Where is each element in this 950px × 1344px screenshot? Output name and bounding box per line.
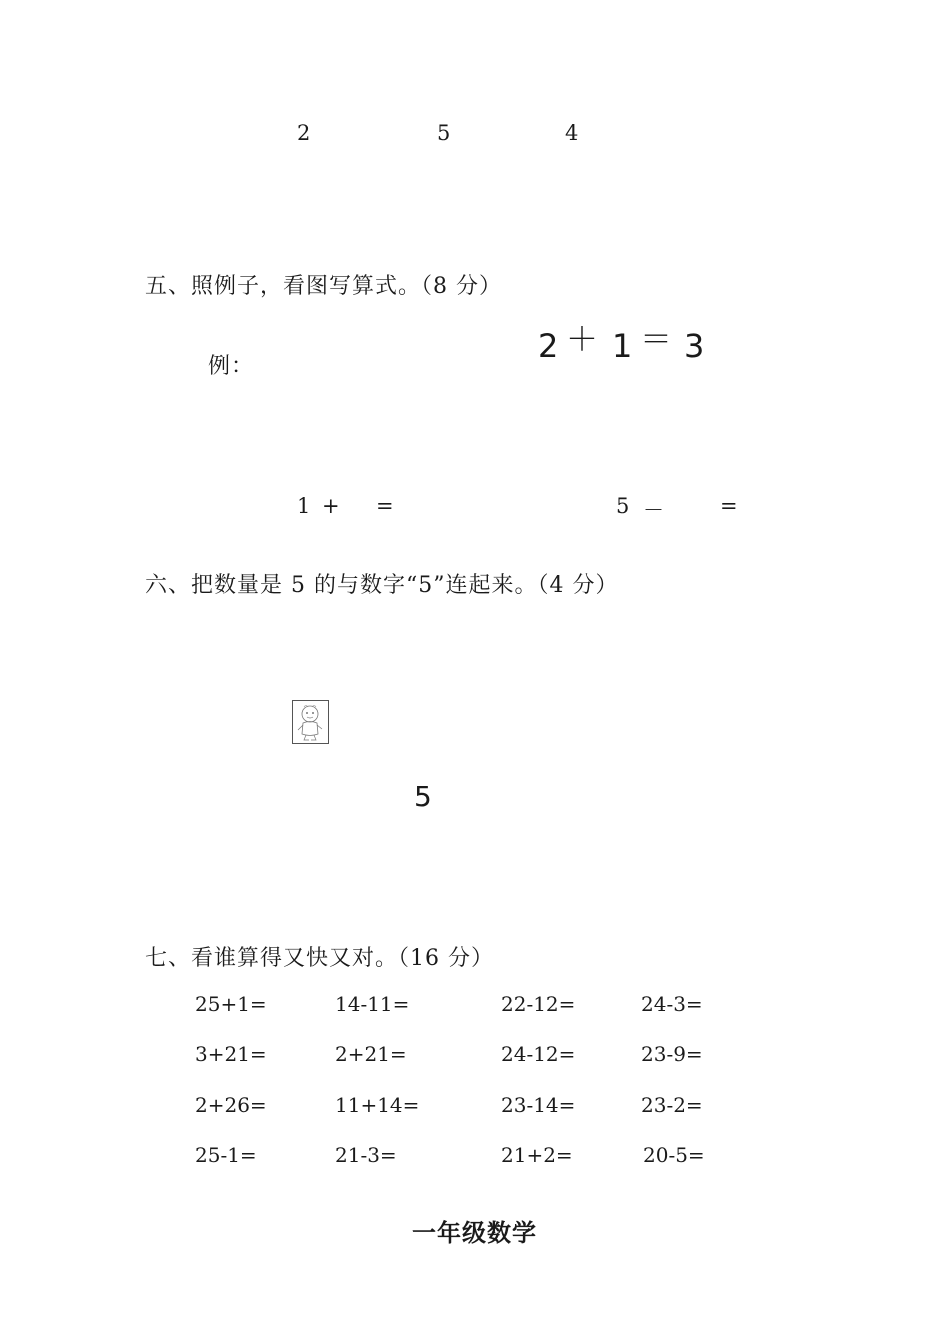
problem: 23-2= xyxy=(641,1093,703,1117)
problem: 3+21= xyxy=(195,1042,267,1066)
problem: 24-12= xyxy=(501,1042,576,1066)
example-operand-a: 2 xyxy=(538,327,559,365)
problem: 2+26= xyxy=(195,1093,267,1117)
exercise-1-plus: + xyxy=(322,494,340,518)
top-number-2: 5 xyxy=(437,121,451,145)
section-6-title: 六、把数量是 5 的与数字“5”连起来。（4 分） xyxy=(145,573,619,598)
problem: 21+2= xyxy=(501,1143,573,1167)
example-plus-sign: ＋ xyxy=(566,320,599,358)
problem: 20-5= xyxy=(643,1143,705,1167)
exercise-1-equals: = xyxy=(376,494,394,518)
problem: 2+21= xyxy=(335,1042,407,1066)
problem: 25-1= xyxy=(195,1143,257,1167)
problem: 24-3= xyxy=(641,992,703,1016)
problem: 25+1= xyxy=(195,992,267,1016)
problem: 21-3= xyxy=(335,1143,397,1167)
target-number-5: 5 xyxy=(414,780,432,813)
page-footer-title: 一年级数学 xyxy=(412,1219,537,1247)
exercise-2-minus: － xyxy=(643,498,664,522)
top-number-3: 4 xyxy=(565,121,579,145)
problem: 22-12= xyxy=(501,992,576,1016)
example-label: 例： xyxy=(208,354,255,379)
problem: 11+14= xyxy=(335,1093,420,1117)
section-5-title: 五、照例子，看图写算式。（8 分） xyxy=(145,274,502,299)
cartoon-character-icon[interactable] xyxy=(292,700,329,744)
problem: 23-9= xyxy=(641,1042,703,1066)
example-result: 3 xyxy=(684,327,705,365)
cartoon-character-drawing xyxy=(293,701,328,743)
exercise-1-first: 1 xyxy=(297,494,311,518)
problem: 14-11= xyxy=(335,992,410,1016)
example-operand-b: 1 xyxy=(612,327,633,365)
section-7-title: 七、看谁算得又快又对。（16 分） xyxy=(145,946,494,971)
exercise-2-first: 5 xyxy=(616,494,630,518)
example-equals-sign: ＝ xyxy=(640,320,673,358)
top-number-1: 2 xyxy=(297,121,311,145)
exercise-2-equals: = xyxy=(720,494,738,518)
problem: 23-14= xyxy=(501,1093,576,1117)
